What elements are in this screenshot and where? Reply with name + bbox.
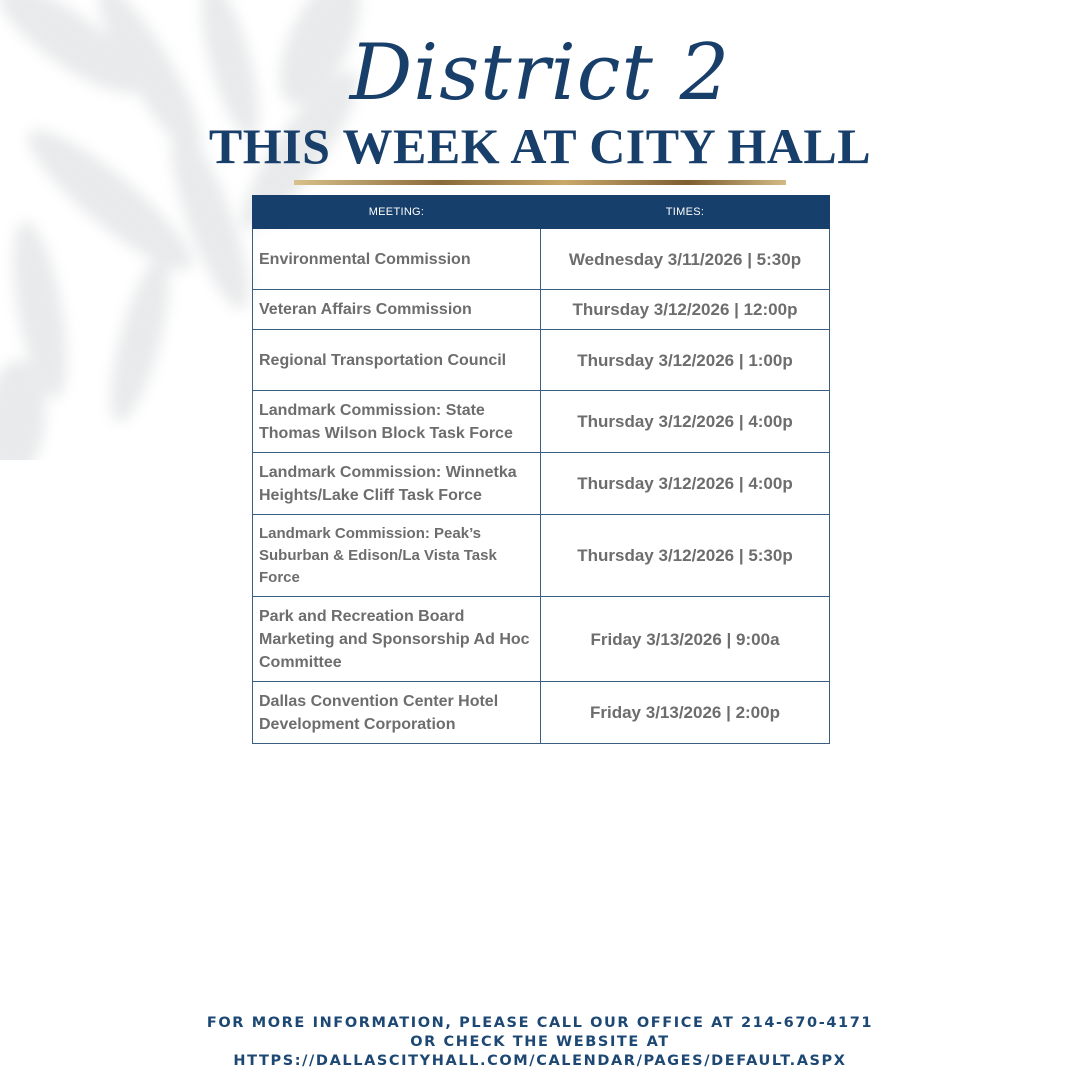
table-row [253, 330, 830, 391]
meeting-cell: Veteran Affairs Commission [253, 290, 541, 330]
meetings-table [252, 195, 830, 744]
footer-contact [0, 1014, 1080, 1071]
time-cell: Thursday 3/12/2026 | 1:00p [541, 330, 830, 391]
meeting-cell: Park and Recreation Board Marketing and Sponsorship Ad Hoc Committee [253, 597, 541, 682]
meeting-cell: Landmark Commission: Peak’s Suburban & Edison/La Vista Task Force [253, 515, 541, 597]
table-row [253, 229, 830, 290]
time-cell: Wednesday 3/11/2026 | 5:30p [541, 229, 830, 290]
meeting-cell: Dallas Convention Center Hotel Development Corporation [253, 682, 541, 744]
time-cell: Thursday 3/12/2026 | 4:00p [541, 453, 830, 515]
time-cell: Friday 3/13/2026 | 9:00a [541, 597, 830, 682]
time-cell: Thursday 3/12/2026 | 5:30p [541, 515, 830, 597]
gold-divider [294, 180, 786, 185]
meeting-cell: Regional Transportation Council [253, 330, 541, 391]
district-title: District 2 [349, 28, 731, 118]
page-title: THIS WEEK AT CITY HALL [208, 118, 872, 174]
column-header-meeting: MEETING: [253, 196, 541, 229]
table-row [253, 682, 830, 744]
time-cell: Friday 3/13/2026 | 2:00p [541, 682, 830, 744]
footer-phone-line: FOR MORE INFORMATION, PLEASE CALL OUR OFFICE AT 214-670-4171 [206, 1015, 874, 1031]
footer-url[interactable]: HTTPS://DALLASCITYHALL.COM/CALENDAR/PAGES/DEFAULT.ASPX [233, 1053, 847, 1069]
time-cell: Thursday 3/12/2026 | 4:00p [541, 391, 830, 453]
column-header-times: TIMES: [541, 196, 830, 229]
table-row [253, 515, 830, 597]
table-row [253, 391, 830, 453]
time-cell: Thursday 3/12/2026 | 12:00p [541, 290, 830, 330]
footer-website-line: OR CHECK THE WEBSITE AT [410, 1034, 670, 1050]
table-header-row [253, 196, 830, 229]
table-row [253, 290, 830, 330]
table-row [253, 453, 830, 515]
meeting-cell: Landmark Commission: Winnetka Heights/Lake Cliff Task Force [253, 453, 541, 515]
meeting-cell: Environmental Commission [253, 229, 541, 290]
table-row [253, 597, 830, 682]
meeting-cell: Landmark Commission: State Thomas Wilson Block Task Force [253, 391, 541, 453]
